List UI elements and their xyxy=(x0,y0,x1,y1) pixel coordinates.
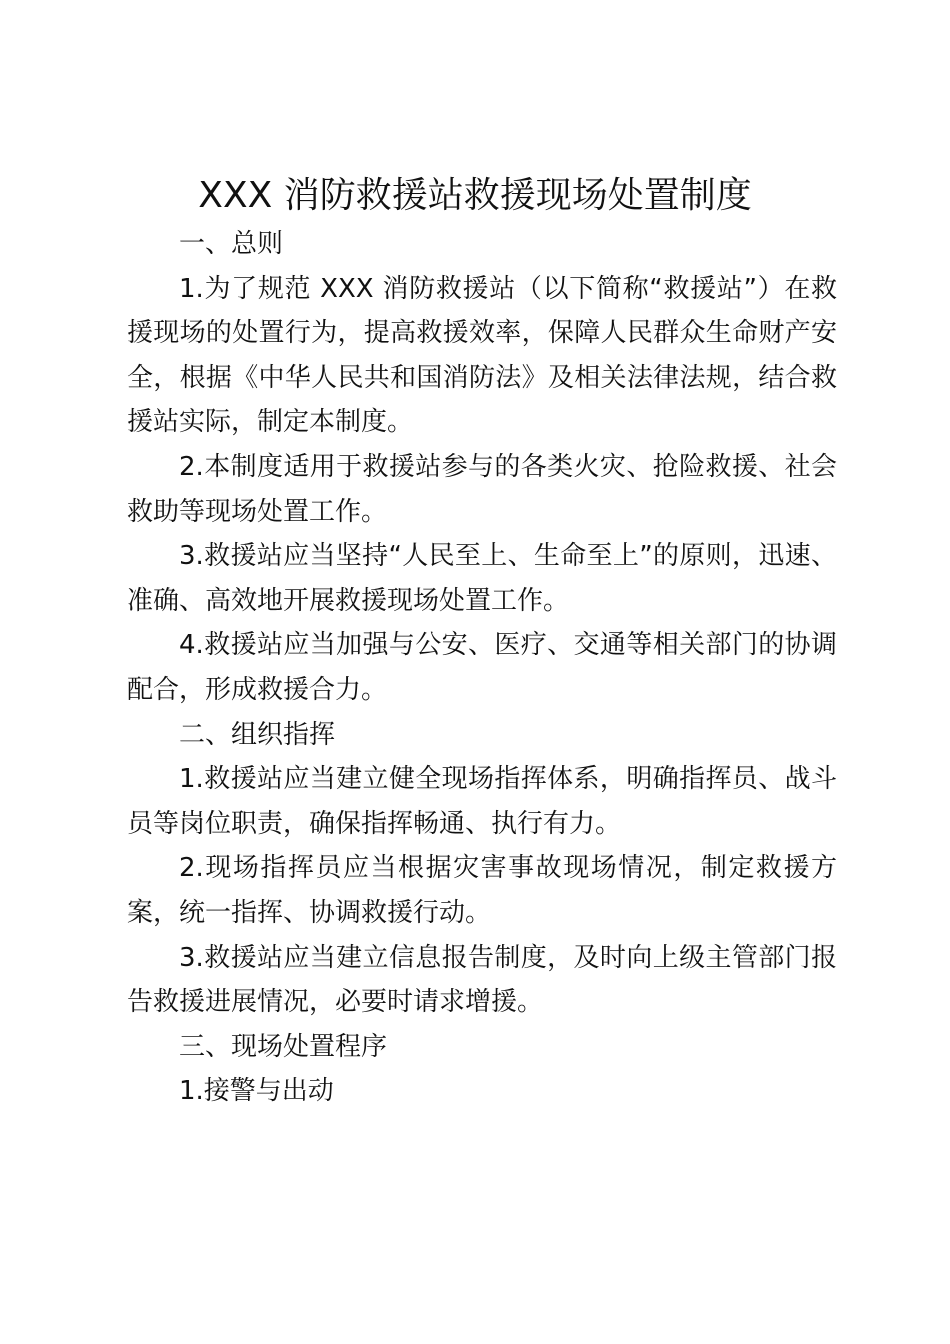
paragraph: 1.接警与出动 xyxy=(179,1076,334,1107)
paragraph: 1.为了规范 XXX 消防救援站（以下简称“救援站”）在救援现场的处置行为，提高救援效率，保障人民群众生命财产安全，根据《中华人民共和国消防法》及相关法律法规，结合救援站实际，制定本制度。 xyxy=(127,273,837,438)
section-heading-procedure: 三、现场处置程序 xyxy=(179,1031,388,1062)
paragraph: 1.救援站应当建立健全现场指挥体系，明确指挥员、战斗员等岗位职责，确保指挥畅通、执行有力。 xyxy=(127,764,837,839)
section-heading-command: 二、组织指挥 xyxy=(179,719,336,750)
paragraph: 2.现场指挥员应当根据灾害事故现场情况，制定救援方案，统一指挥、协调救援行动。 xyxy=(127,853,837,928)
document-body xyxy=(127,222,837,1114)
paragraph: 3.救援站应当建立信息报告制度，及时向上级主管部门报告救援进展情况，必要时请求增援。 xyxy=(127,942,837,1018)
paragraph: 4.救援站应当加强与公安、医疗、交通等相关部门的协调配合，形成救援合力。 xyxy=(127,630,837,705)
paragraph: 3.救援站应当坚持“人民至上、生命至上”的原则，迅速、准确、高效地开展救援现场处置工作。 xyxy=(127,541,837,616)
document-title: XXX 消防救援站救援现场处置制度 xyxy=(198,175,752,216)
section-heading-general: 一、总则 xyxy=(179,229,284,259)
paragraph: 2.本制度适用于救援站参与的各类火灾、抢险救援、社会救助等现场处置工作。 xyxy=(127,451,837,527)
